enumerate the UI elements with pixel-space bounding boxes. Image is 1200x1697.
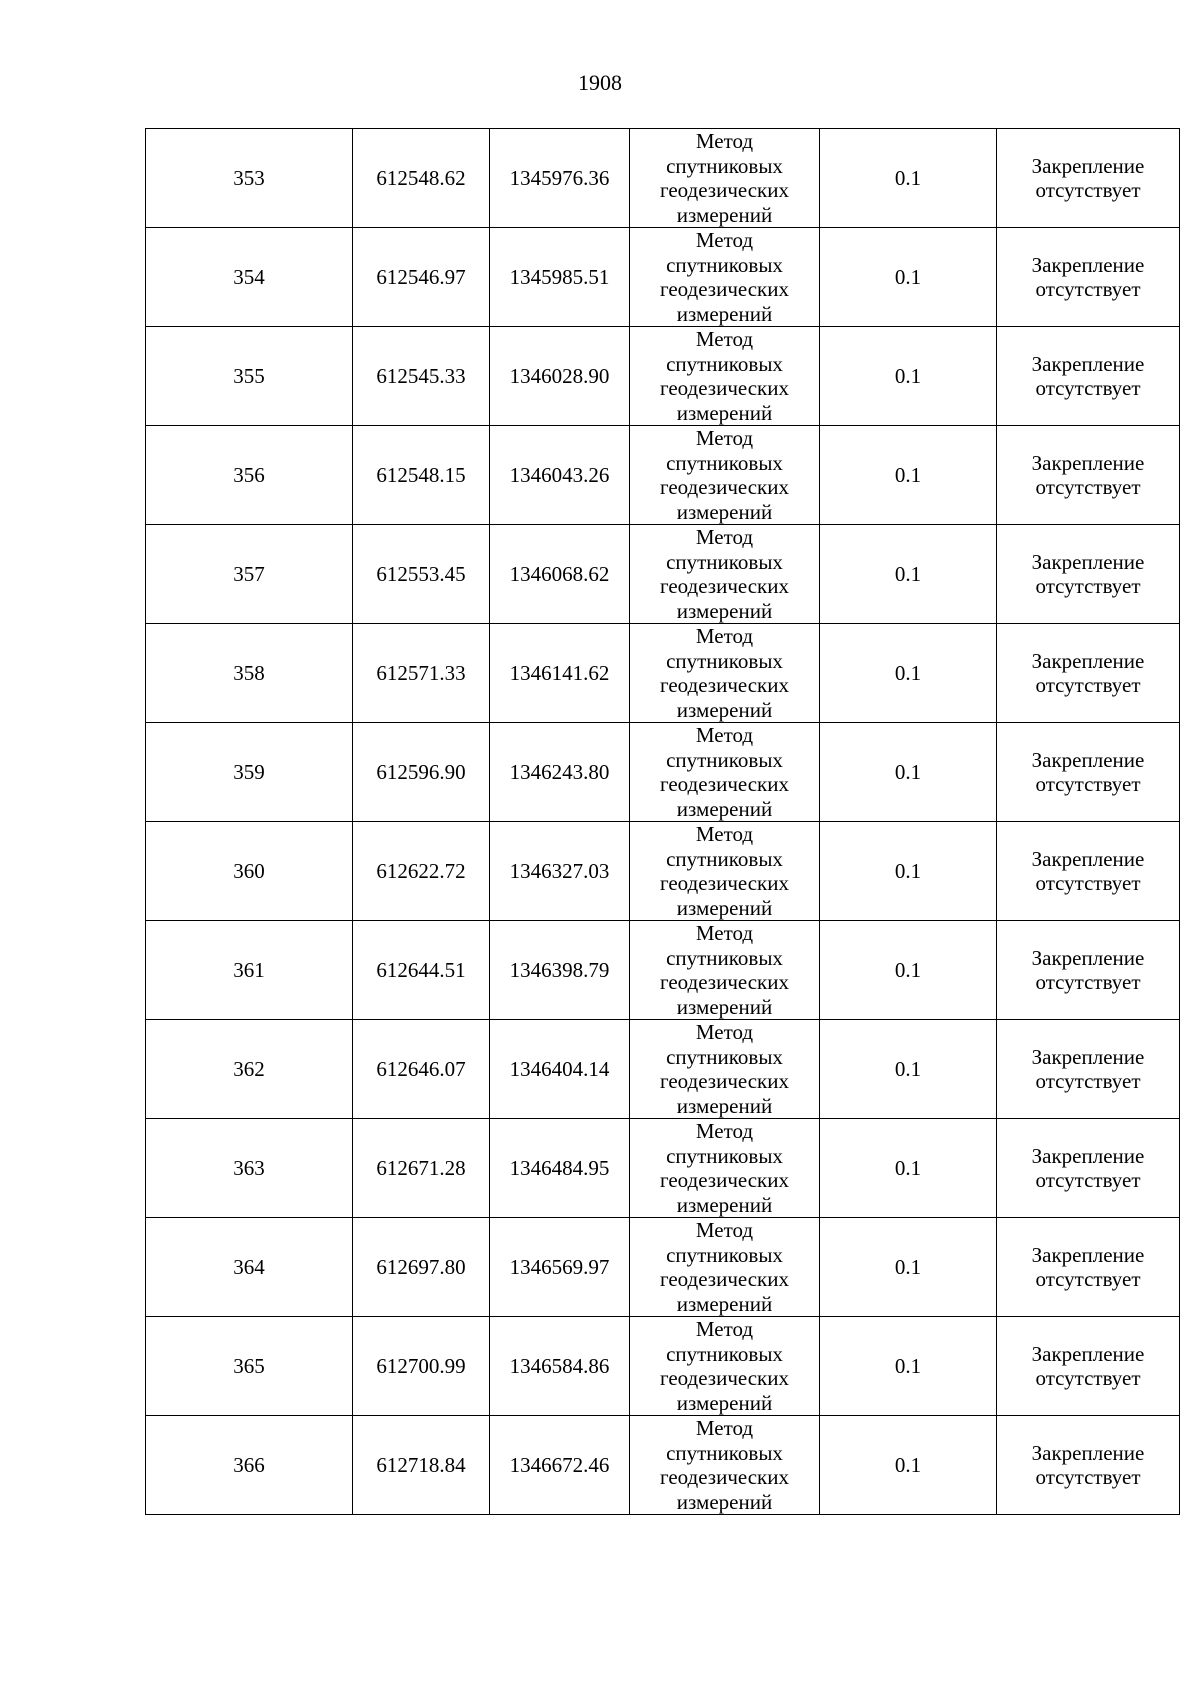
method-text-line: геодезических xyxy=(659,1465,789,1489)
fixing-text-line: отсутствует xyxy=(1035,574,1141,598)
method-cell xyxy=(630,228,820,327)
accuracy-cell: 0.1 xyxy=(820,426,997,525)
point-number-cell: 359 xyxy=(146,723,353,822)
point-number-cell: 365 xyxy=(146,1317,353,1416)
y-coordinate-cell: 1346068.62 xyxy=(490,525,630,624)
method-text-line: Метод xyxy=(695,921,754,945)
point-number-cell: 366 xyxy=(146,1416,353,1515)
table-row xyxy=(146,921,1180,1020)
method-text-line: спутниковых xyxy=(666,1440,783,1465)
x-coordinate-cell: 612671.28 xyxy=(353,1119,490,1218)
method-text-line: геодезических xyxy=(659,277,789,301)
method-cell xyxy=(630,327,820,426)
accuracy-cell: 0.1 xyxy=(820,129,997,228)
method-text-line: Метод xyxy=(695,1020,754,1044)
method-text-line: измерений xyxy=(676,1192,773,1217)
y-coordinate-cell: 1345985.51 xyxy=(490,228,630,327)
method-text-line: Метод xyxy=(695,822,754,846)
x-coordinate-cell: 612718.84 xyxy=(353,1416,490,1515)
accuracy-cell: 0.1 xyxy=(820,327,997,426)
method-text-line: спутниковых xyxy=(666,1341,783,1366)
method-text-line: геодезических xyxy=(659,376,789,400)
accuracy-cell: 0.1 xyxy=(820,1416,997,1515)
method-text-line: геодезических xyxy=(659,970,789,994)
accuracy-cell: 0.1 xyxy=(820,921,997,1020)
method-text-line: измерений xyxy=(676,400,773,425)
fixing-text-line: Закрепление xyxy=(1031,450,1145,475)
accuracy-cell: 0.1 xyxy=(820,822,997,921)
fixing-text-line: отсутствует xyxy=(1035,1267,1141,1291)
method-text-line: спутниковых xyxy=(666,351,783,376)
point-number-cell: 364 xyxy=(146,1218,353,1317)
point-number-cell: 358 xyxy=(146,624,353,723)
method-text-line: Метод xyxy=(695,1317,754,1341)
fixing-text-line: Закрепление xyxy=(1031,1143,1145,1168)
method-cell xyxy=(630,822,820,921)
coordinates-table xyxy=(145,128,1180,1515)
method-cell xyxy=(630,723,820,822)
fixing-text-line: Закрепление xyxy=(1031,351,1145,376)
table-row xyxy=(146,228,1180,327)
method-text-line: Метод xyxy=(695,723,754,747)
fixing-description-cell xyxy=(997,822,1180,921)
method-text-line: геодезических xyxy=(659,871,789,895)
x-coordinate-cell: 612622.72 xyxy=(353,822,490,921)
method-text-line: Метод xyxy=(695,1416,754,1440)
table-row xyxy=(146,426,1180,525)
method-text-line: спутниковых xyxy=(666,153,783,178)
table-row xyxy=(146,1119,1180,1218)
accuracy-cell: 0.1 xyxy=(820,1218,997,1317)
table-row xyxy=(146,1218,1180,1317)
fixing-text-line: отсутствует xyxy=(1035,871,1141,895)
fixing-description-cell xyxy=(997,1119,1180,1218)
method-text-line: спутниковых xyxy=(666,252,783,277)
accuracy-cell: 0.1 xyxy=(820,723,997,822)
method-text-line: спутниковых xyxy=(666,1143,783,1168)
method-text-line: спутниковых xyxy=(666,747,783,772)
method-text-line: геодезических xyxy=(659,178,789,202)
x-coordinate-cell: 612571.33 xyxy=(353,624,490,723)
method-text-line: спутниковых xyxy=(666,648,783,673)
method-text-line: измерений xyxy=(676,202,773,227)
fixing-text-line: отсутствует xyxy=(1035,178,1141,202)
y-coordinate-cell: 1346028.90 xyxy=(490,327,630,426)
table-row xyxy=(146,1416,1180,1515)
fixing-description-cell xyxy=(997,624,1180,723)
fixing-description-cell xyxy=(997,228,1180,327)
fixing-description-cell xyxy=(997,129,1180,228)
accuracy-cell: 0.1 xyxy=(820,1317,997,1416)
x-coordinate-cell: 612596.90 xyxy=(353,723,490,822)
x-coordinate-cell: 612697.80 xyxy=(353,1218,490,1317)
y-coordinate-cell: 1346141.62 xyxy=(490,624,630,723)
coordinates-table-body xyxy=(146,129,1180,1515)
method-text-line: Метод xyxy=(695,228,754,252)
method-text-line: Метод xyxy=(695,426,754,450)
method-cell xyxy=(630,1317,820,1416)
point-number-cell: 362 xyxy=(146,1020,353,1119)
method-text-line: измерений xyxy=(676,1489,773,1514)
fixing-description-cell xyxy=(997,723,1180,822)
x-coordinate-cell: 612700.99 xyxy=(353,1317,490,1416)
method-cell xyxy=(630,921,820,1020)
fixing-text-line: Закрепление xyxy=(1031,252,1145,277)
point-number-cell: 363 xyxy=(146,1119,353,1218)
accuracy-cell: 0.1 xyxy=(820,1020,997,1119)
method-text-line: спутниковых xyxy=(666,549,783,574)
fixing-description-cell xyxy=(997,921,1180,1020)
method-text-line: измерений xyxy=(676,499,773,524)
method-cell xyxy=(630,624,820,723)
method-text-line: геодезических xyxy=(659,772,789,796)
fixing-text-line: отсутствует xyxy=(1035,673,1141,697)
fixing-description-cell xyxy=(997,525,1180,624)
table-row xyxy=(146,723,1180,822)
fixing-text-line: Закрепление xyxy=(1031,747,1145,772)
fixing-text-line: Закрепление xyxy=(1031,549,1145,574)
method-cell xyxy=(630,426,820,525)
method-text-line: геодезических xyxy=(659,673,789,697)
accuracy-cell: 0.1 xyxy=(820,624,997,723)
method-text-line: Метод xyxy=(695,327,754,351)
y-coordinate-cell: 1346569.97 xyxy=(490,1218,630,1317)
x-coordinate-cell: 612548.62 xyxy=(353,129,490,228)
method-text-line: измерений xyxy=(676,1291,773,1316)
x-coordinate-cell: 612545.33 xyxy=(353,327,490,426)
method-text-line: Метод xyxy=(695,624,754,648)
fixing-text-line: Закрепление xyxy=(1031,1044,1145,1069)
fixing-text-line: отсутствует xyxy=(1035,1465,1141,1489)
method-text-line: геодезических xyxy=(659,574,789,598)
fixing-text-line: Закрепление xyxy=(1031,846,1145,871)
fixing-text-line: Закрепление xyxy=(1031,648,1145,673)
table-row xyxy=(146,1020,1180,1119)
y-coordinate-cell: 1346404.14 xyxy=(490,1020,630,1119)
fixing-text-line: Закрепление xyxy=(1031,945,1145,970)
fixing-text-line: Закрепление xyxy=(1031,1242,1145,1267)
y-coordinate-cell: 1345976.36 xyxy=(490,129,630,228)
fixing-description-cell xyxy=(997,1218,1180,1317)
method-text-line: спутниковых xyxy=(666,450,783,475)
fixing-text-line: отсутствует xyxy=(1035,1069,1141,1093)
y-coordinate-cell: 1346484.95 xyxy=(490,1119,630,1218)
method-text-line: геодезических xyxy=(659,1366,789,1390)
fixing-text-line: Закрепление xyxy=(1031,153,1145,178)
table-row xyxy=(146,129,1180,228)
method-text-line: геодезических xyxy=(659,1168,789,1192)
fixing-description-cell xyxy=(997,426,1180,525)
x-coordinate-cell: 612646.07 xyxy=(353,1020,490,1119)
method-text-line: измерений xyxy=(676,301,773,326)
method-text-line: Метод xyxy=(695,129,754,153)
method-text-line: спутниковых xyxy=(666,846,783,871)
point-number-cell: 353 xyxy=(146,129,353,228)
accuracy-cell: 0.1 xyxy=(820,525,997,624)
method-text-line: измерений xyxy=(676,1390,773,1415)
table-row xyxy=(146,624,1180,723)
point-number-cell: 360 xyxy=(146,822,353,921)
fixing-description-cell xyxy=(997,1416,1180,1515)
method-text-line: спутниковых xyxy=(666,1242,783,1267)
accuracy-cell: 0.1 xyxy=(820,228,997,327)
x-coordinate-cell: 612553.45 xyxy=(353,525,490,624)
y-coordinate-cell: 1346398.79 xyxy=(490,921,630,1020)
fixing-text-line: отсутствует xyxy=(1035,277,1141,301)
method-text-line: измерений xyxy=(676,796,773,821)
method-cell xyxy=(630,525,820,624)
y-coordinate-cell: 1346327.03 xyxy=(490,822,630,921)
fixing-text-line: отсутствует xyxy=(1035,772,1141,796)
method-text-line: геодезических xyxy=(659,475,789,499)
method-cell xyxy=(630,1119,820,1218)
fixing-text-line: отсутствует xyxy=(1035,475,1141,499)
method-cell xyxy=(630,129,820,228)
y-coordinate-cell: 1346243.80 xyxy=(490,723,630,822)
point-number-cell: 356 xyxy=(146,426,353,525)
fixing-text-line: отсутствует xyxy=(1035,1366,1141,1390)
y-coordinate-cell: 1346584.86 xyxy=(490,1317,630,1416)
accuracy-cell: 0.1 xyxy=(820,1119,997,1218)
fixing-description-cell xyxy=(997,1020,1180,1119)
fixing-text-line: отсутствует xyxy=(1035,1168,1141,1192)
method-text-line: измерений xyxy=(676,598,773,623)
method-text-line: Метод xyxy=(695,1119,754,1143)
point-number-cell: 357 xyxy=(146,525,353,624)
method-cell xyxy=(630,1416,820,1515)
method-text-line: измерений xyxy=(676,895,773,920)
fixing-text-line: Закрепление xyxy=(1031,1341,1145,1366)
fixing-text-line: отсутствует xyxy=(1035,376,1141,400)
x-coordinate-cell: 612546.97 xyxy=(353,228,490,327)
method-text-line: измерений xyxy=(676,1093,773,1118)
method-text-line: Метод xyxy=(695,525,754,549)
point-number-cell: 361 xyxy=(146,921,353,1020)
table-row xyxy=(146,1317,1180,1416)
table-row xyxy=(146,525,1180,624)
fixing-text-line: Закрепление xyxy=(1031,1440,1145,1465)
fixing-description-cell xyxy=(997,327,1180,426)
method-text-line: измерений xyxy=(676,697,773,722)
table-row xyxy=(146,822,1180,921)
method-cell xyxy=(630,1020,820,1119)
method-cell xyxy=(630,1218,820,1317)
method-text-line: геодезических xyxy=(659,1267,789,1291)
x-coordinate-cell: 612548.15 xyxy=(353,426,490,525)
method-text-line: геодезических xyxy=(659,1069,789,1093)
x-coordinate-cell: 612644.51 xyxy=(353,921,490,1020)
y-coordinate-cell: 1346043.26 xyxy=(490,426,630,525)
method-text-line: Метод xyxy=(695,1218,754,1242)
page-number: 1908 xyxy=(578,70,622,95)
method-text-line: спутниковых xyxy=(666,945,783,970)
method-text-line: спутниковых xyxy=(666,1044,783,1069)
fixing-description-cell xyxy=(997,1317,1180,1416)
table-row xyxy=(146,327,1180,426)
method-text-line: измерений xyxy=(676,994,773,1019)
point-number-cell: 354 xyxy=(146,228,353,327)
y-coordinate-cell: 1346672.46 xyxy=(490,1416,630,1515)
point-number-cell: 355 xyxy=(146,327,353,426)
fixing-text-line: отсутствует xyxy=(1035,970,1141,994)
